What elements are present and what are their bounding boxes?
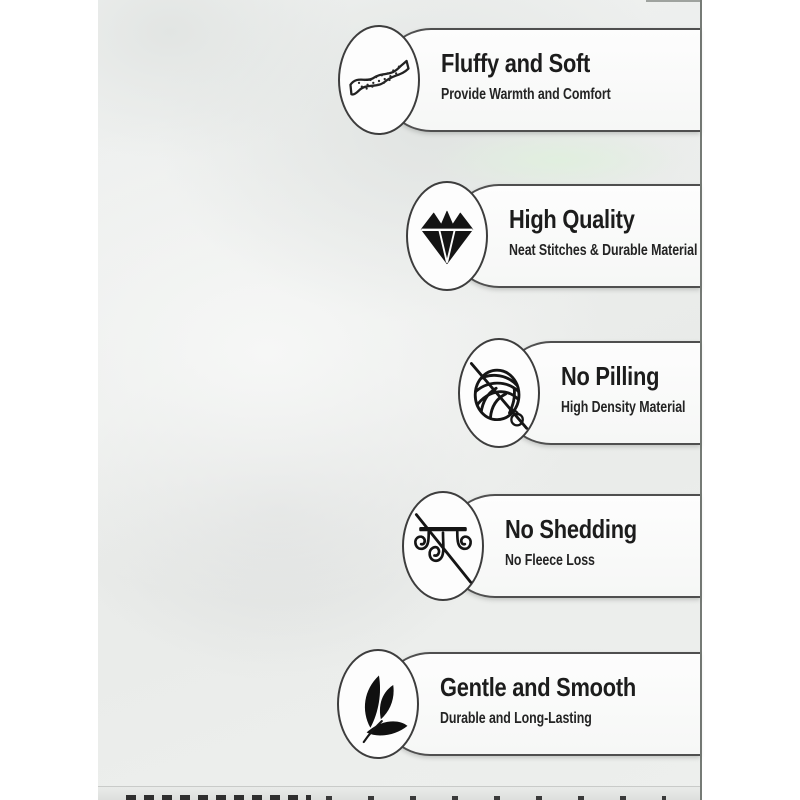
- no-shedding-icon: [404, 493, 482, 599]
- feature-text: [509, 203, 744, 261]
- cutoff-bottom-strip: [98, 786, 700, 800]
- feature-text: [440, 671, 673, 729]
- fabric-wave-icon: [340, 27, 418, 133]
- feature-icon-badge: [338, 25, 420, 135]
- feature-subtitle: Neat Stitches & Durable Material: [509, 242, 698, 259]
- feature-subtitle: High Density Material: [561, 399, 686, 416]
- photo-corner-edge: [646, 0, 700, 2]
- cutoff-text-marks: [326, 796, 666, 800]
- feature-icon-badge: [406, 181, 488, 291]
- diamond-icon: [408, 183, 486, 289]
- feature-icon-badge: [337, 649, 419, 759]
- feature-title: High Quality: [509, 204, 635, 234]
- feature-text: [561, 360, 717, 418]
- cutoff-text-marks: [126, 795, 311, 800]
- feature-icon-badge: [402, 491, 484, 601]
- feature-title: Fluffy and Soft: [441, 48, 591, 78]
- feature-title: No Pilling: [561, 361, 660, 391]
- feature-text: [441, 47, 653, 105]
- yarn-ball-icon: [460, 340, 538, 446]
- feature-icon-badge: [458, 338, 540, 448]
- feature-subtitle: Durable and Long-Lasting: [440, 710, 592, 727]
- feature-title: Gentle and Smooth: [440, 672, 636, 702]
- feature-title: No Shedding: [505, 514, 637, 544]
- feature-subtitle: Provide Warmth and Comfort: [441, 86, 611, 103]
- leaf-icon: [339, 651, 417, 757]
- feature-text: [505, 513, 662, 571]
- feature-subtitle: No Fleece Loss: [505, 552, 595, 569]
